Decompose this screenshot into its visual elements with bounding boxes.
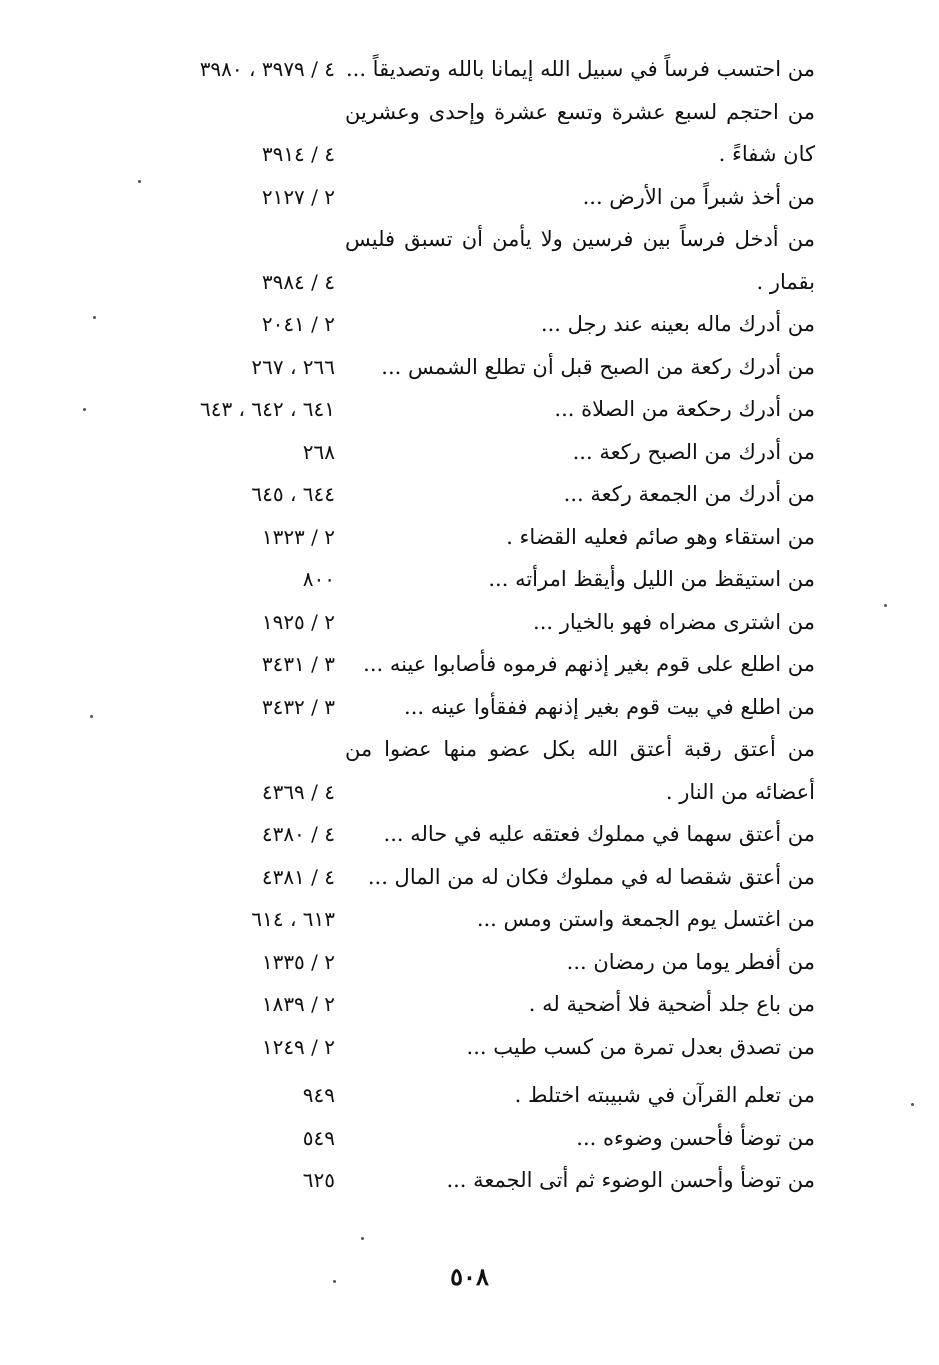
- index-entry-line: [120, 475, 815, 518]
- scan-speck: [90, 715, 93, 718]
- index-entry-line: [120, 900, 815, 943]
- entry-reference: ٢ / ١٣٣٥: [261, 949, 335, 974]
- index-entry-line: [120, 305, 815, 348]
- entry-reference: ٤ / ٣٩١٤: [261, 142, 335, 166]
- scan-speck: [911, 1103, 914, 1106]
- index-entry-line: [120, 1028, 815, 1071]
- entry-text: من اطلع في بيت قوم بغير إذنهم ففقأوا عينه ...: [404, 694, 815, 719]
- index-entry: [120, 603, 815, 646]
- index-entry: [120, 348, 815, 391]
- index-entry-line: [120, 348, 815, 391]
- scan-speck: [361, 1237, 364, 1240]
- entry-reference: ٦٤١ ، ٦٤٢ ، ٦٤٣: [199, 397, 335, 421]
- index-entry-line: [120, 773, 815, 816]
- entry-reference: ٢ / ١٢٤٩: [261, 1034, 335, 1059]
- entry-text: من احتجم لسبع عشرة وتسع عشرة وإحدى وعشرين: [345, 99, 815, 124]
- scan-speck: [138, 180, 141, 183]
- entry-text: من باع جلد أضحية فلا أضحية له .: [528, 992, 815, 1016]
- index-entry: [120, 390, 815, 433]
- index-entry: [120, 560, 815, 603]
- index-entry-line: [120, 1161, 815, 1204]
- entry-text: من تعلم القرآن في شبيبته اختلط .: [514, 1083, 815, 1107]
- index-entry: [120, 50, 815, 93]
- scan-speck: [83, 408, 86, 411]
- index-entry: [120, 1076, 815, 1119]
- index-entry-line: [120, 603, 815, 646]
- entry-text: من احتسب فرساً في سبيل الله إيمانا بالله وتصديقاً ...: [345, 57, 815, 81]
- entry-reference: ٢ / ١٩٢٥: [261, 609, 335, 634]
- index-entry: [120, 900, 815, 943]
- entry-reference: ٣ / ٣٤٣١: [261, 652, 335, 676]
- entry-text: من أعتق شقصا له في مملوك فكان له من المال ...: [367, 864, 815, 889]
- entry-text: من أعتق رقبة أعتق الله بكل عضو منها عضوا من: [345, 737, 815, 761]
- entry-reference: ٢٦٦ ، ٢٦٧: [251, 354, 335, 379]
- index-entry-line: [120, 93, 815, 136]
- entry-text: من استيقظ من الليل وأيقظ امرأته ...: [488, 567, 815, 591]
- entry-text: من اغتسل يوم الجمعة واستن ومس ...: [476, 907, 815, 931]
- index-entry-line: [120, 985, 815, 1028]
- entry-reference: ٩٤٩: [302, 1083, 335, 1107]
- entry-text: من أدخل فرساً بين فرسين ولا يأمن أن تسبق فليس: [345, 227, 815, 251]
- entry-text: من توضأ وأحسن الوضوء ثم أتى الجمعة ...: [446, 1168, 815, 1192]
- index-entry: [120, 815, 815, 858]
- index-entry-line: [120, 688, 815, 731]
- index-entry-line: [120, 518, 815, 561]
- index-entry: [120, 985, 815, 1028]
- entry-reference: ٢ / ٢١٢٧: [261, 184, 335, 209]
- entry-reference: ٢ / ١٨٣٩: [261, 992, 335, 1016]
- entry-text: بقمار .: [756, 269, 815, 294]
- index-entry-line: [120, 135, 815, 178]
- entry-text: من اشترى مضراه فهو بالخيار ...: [533, 609, 815, 634]
- index-entry: [120, 93, 815, 178]
- index-entry-line: [120, 220, 815, 263]
- scan-speck: [333, 1280, 336, 1283]
- index-entry-line: [120, 858, 815, 901]
- entry-reference: ٢ / ٢٠٤١: [261, 312, 335, 336]
- entry-text: من أدرك رحكعة من الصلاة ...: [554, 397, 815, 421]
- index-entry-line: [120, 730, 815, 773]
- index-entry-line: [120, 433, 815, 476]
- index-entry: [120, 1028, 815, 1071]
- entry-reference: ٦٤٤ ، ٦٤٥: [251, 482, 335, 506]
- scan-speck: [884, 604, 887, 607]
- entry-text: من أدرك من الجمعة ركعة ...: [563, 482, 815, 506]
- entry-text: من تصدق بعدل تمرة من كسب طيب ...: [466, 1034, 815, 1059]
- index-entry: [120, 645, 815, 688]
- entry-reference: ٣ / ٣٤٣٢: [261, 694, 335, 719]
- entry-reference: ٤ / ٤٣٦٩: [261, 779, 335, 804]
- entry-text: من أعتق سهما في مملوك فعتقه عليه في حاله ...: [383, 822, 815, 846]
- entry-reference: ٦١٣ ، ٦١٤: [251, 907, 335, 931]
- index-entry: [120, 178, 815, 221]
- scan-speck: [93, 316, 96, 319]
- entry-text: من توضأ فأحسن وضوءه ...: [576, 1125, 815, 1150]
- entry-reference: ٦٢٥: [302, 1168, 335, 1192]
- entry-reference: ٤ / ٣٩٧٩ ، ٣٩٨٠: [199, 57, 335, 81]
- index-entry-line: [120, 263, 815, 306]
- entry-reference: ٤ / ٤٣٨٠: [261, 822, 335, 846]
- entry-text: من أخذ شبراً من الأرض ...: [582, 184, 815, 209]
- index-entry: [120, 518, 815, 561]
- index-entry: [120, 220, 815, 305]
- index-entry: [120, 1161, 815, 1204]
- entry-text: من استقاء وهو صائم فعليه القضاء .: [506, 524, 815, 549]
- page-number: ٥٠٨: [450, 1262, 489, 1291]
- entry-text: من أدرك ركعة من الصبح قبل أن تطلع الشمس ...: [381, 354, 815, 379]
- index-entry: [120, 943, 815, 986]
- index-entry-line: [120, 560, 815, 603]
- index-entry-line: [120, 1119, 815, 1162]
- entry-text: كان شفاءً .: [718, 142, 815, 166]
- index-entry-line: [120, 815, 815, 858]
- entry-text: من أفطر يوما من رمضان ...: [566, 949, 815, 974]
- index-entry-line: [120, 390, 815, 433]
- index-entry-line: [120, 943, 815, 986]
- hadith-index-list: [120, 50, 815, 1204]
- index-entry: [120, 1119, 815, 1162]
- index-entry-line: [120, 50, 815, 93]
- index-entry: [120, 305, 815, 348]
- entry-text: من أدرك ماله بعينه عند رجل ...: [540, 312, 815, 336]
- index-entry-line: [120, 178, 815, 221]
- entry-text: من اطلع على قوم بغير إذنهم فرموه فأصابوا عينه ...: [363, 652, 815, 676]
- entry-reference: ٤ / ٤٣٨١: [261, 864, 335, 889]
- entry-reference: ٨٠٠: [302, 567, 335, 591]
- index-entry: [120, 475, 815, 518]
- entry-reference: ٢ / ١٣٢٣: [261, 524, 335, 549]
- index-entry: [120, 858, 815, 901]
- entry-reference: ٢٦٨: [302, 439, 335, 464]
- index-entry-line: [120, 1076, 815, 1119]
- entry-text: أعضائه من النار .: [665, 779, 815, 804]
- index-entry: [120, 433, 815, 476]
- entry-reference: ٤ / ٣٩٨٤: [261, 269, 335, 294]
- entry-reference: ٥٤٩: [302, 1125, 335, 1150]
- index-entry: [120, 730, 815, 815]
- entry-text: من أدرك من الصبح ركعة ...: [572, 439, 815, 464]
- index-entry: [120, 688, 815, 731]
- index-entry-line: [120, 645, 815, 688]
